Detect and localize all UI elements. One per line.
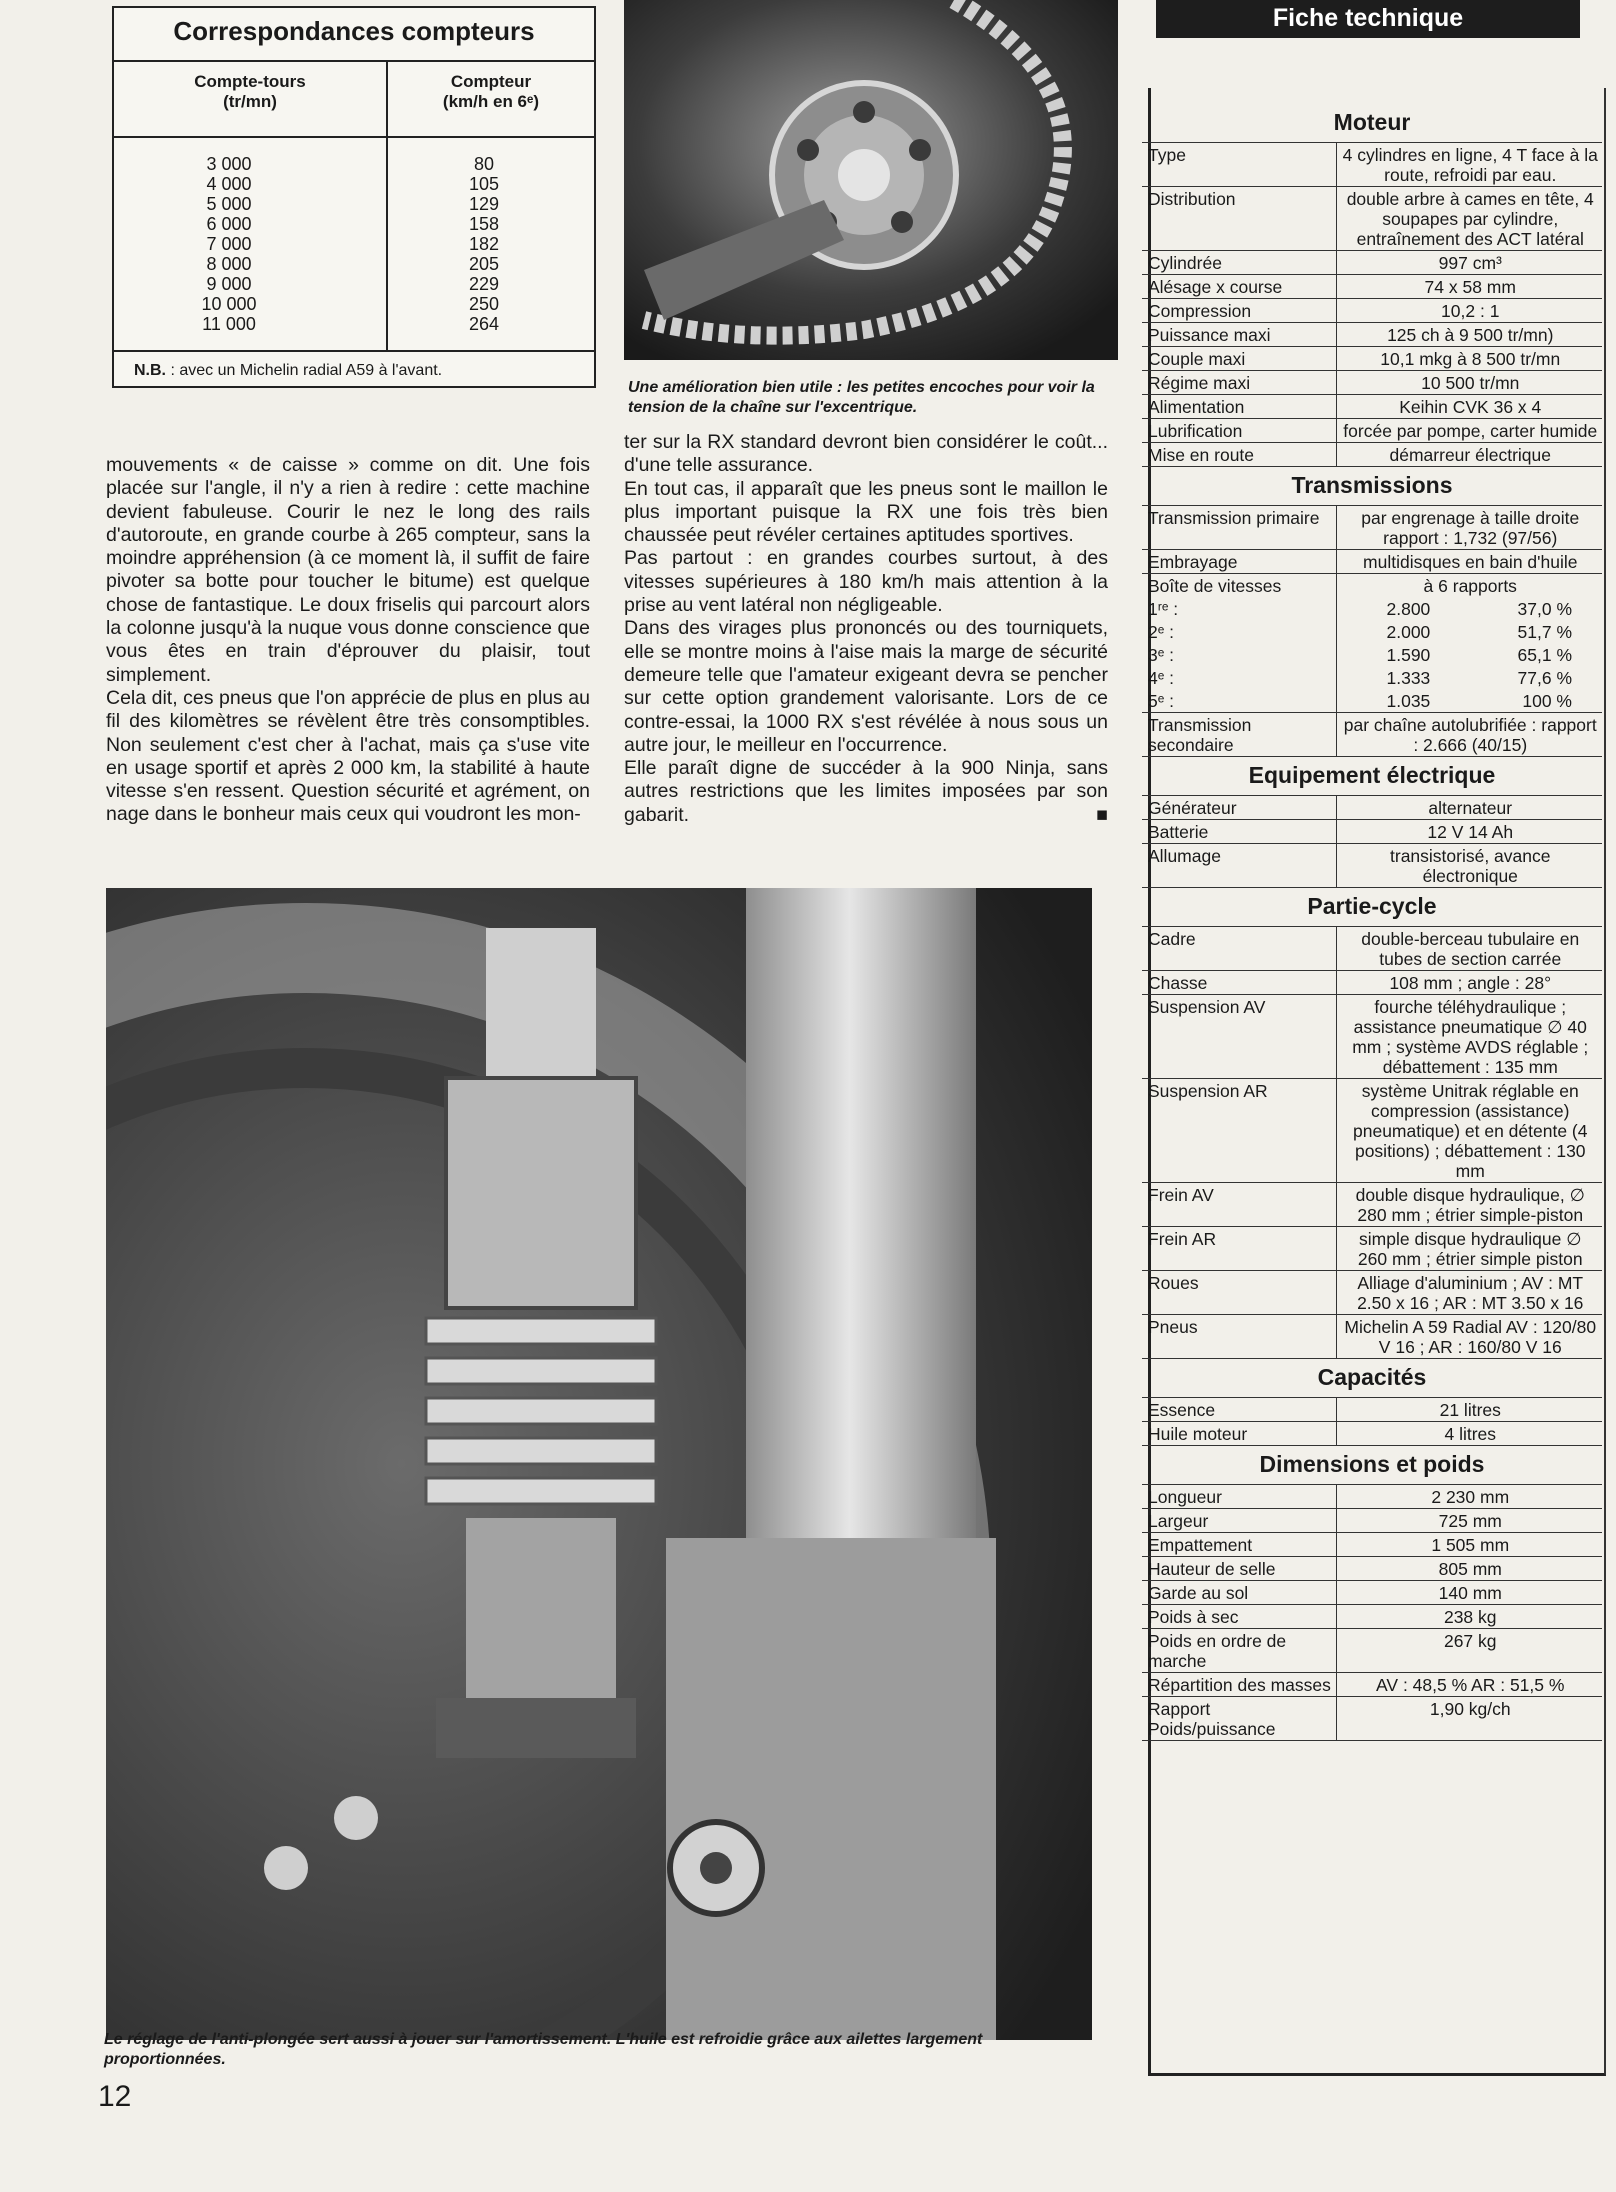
rpm-value: 11 000 xyxy=(202,314,256,334)
spec-row xyxy=(1142,347,1602,371)
spec-label: Distribution xyxy=(1142,187,1336,251)
spec-row xyxy=(1142,971,1602,995)
spec-value: 4 cylindres en ligne, 4 T face à la route, refroidi par eau. xyxy=(1336,143,1602,187)
gear-label: 1ʳᵉ : xyxy=(1148,599,1179,619)
spec-label: Puissance maxi xyxy=(1142,323,1336,347)
spec-label: Répartition des masses xyxy=(1142,1673,1336,1697)
spec-value: 238 kg xyxy=(1336,1605,1602,1629)
spec-label: Longueur xyxy=(1142,1485,1336,1509)
gear-value-pair xyxy=(1343,691,1599,711)
gear-values xyxy=(1336,597,1602,620)
gear-label: 5ᵉ : xyxy=(1148,691,1174,711)
gear-values xyxy=(1336,689,1602,713)
spec-value: système Unitrak réglable en compression (assistance) pneumatique) et en détente (4 positions) ; débattement : 130 mm xyxy=(1336,1079,1602,1183)
spec-label: Alimentation xyxy=(1142,395,1336,419)
spec-value: Alliage d'aluminium ; AV : MT 2.50 x 16 ; AR : MT 3.50 x 16 xyxy=(1336,1271,1602,1315)
gear-value-pair xyxy=(1343,622,1599,642)
speed-value: 264 xyxy=(468,314,500,334)
rpm-column xyxy=(154,154,304,334)
spec-value: alternateur xyxy=(1336,796,1602,820)
spec-label: Cadre xyxy=(1142,927,1336,971)
spec-label: Huile moteur xyxy=(1142,1422,1336,1446)
column-rule xyxy=(386,62,388,352)
section-title-partie-cycle: Partie-cycle xyxy=(1307,893,1437,919)
speed-value: 250 xyxy=(468,294,500,314)
spec-value: 805 mm xyxy=(1336,1557,1602,1581)
gear-row xyxy=(1142,597,1602,620)
paragraph: mouvements « de caisse » comme on dit. Une fois placée sur l'angle, il n'y a rien à redire : cette machine devient fabuleuse. Courir le nez le long des rails d'autoroute, en grande courbe à 265 compteur, sans la moindre appréhension (à ce moment là, il suffit de faire pivoter sa botte pour toucher le bitume) est quelque chose de fantastique. Le doux friselis qui parcourt alors la colonne jusqu'à la nuque vous donne conscience que vous êtes en train d'éprouver du plaisir, tout simplement. xyxy=(106,454,590,686)
rpm-value: 9 000 xyxy=(206,274,252,294)
gear-ratio: 1.333 xyxy=(1386,668,1431,688)
spec-value: 2 230 mm xyxy=(1336,1485,1602,1509)
rpm-value: 8 000 xyxy=(206,254,252,274)
speed-header xyxy=(388,72,594,112)
speed-column xyxy=(414,154,554,334)
article-column-middle xyxy=(624,431,1108,827)
spec-label: Cylindrée xyxy=(1142,251,1336,275)
paragraph: Pas partout : en grandes courbes surtout, à des vitesses supérieures à 180 km/h mais attention à la prise au vent latéral non négligeable. xyxy=(624,547,1108,617)
spec-value: 997 cm³ xyxy=(1336,251,1602,275)
paragraph: ter sur la RX standard devront bien considérer le coût... d'une telle assurance. xyxy=(624,431,1108,477)
spec-row xyxy=(1142,1629,1602,1673)
spec-value: 1,90 kg/ch xyxy=(1336,1697,1602,1741)
section-title-electrique: Equipement électrique xyxy=(1248,762,1496,788)
spec-label: Pneus xyxy=(1142,1315,1336,1359)
gear-values xyxy=(1336,620,1602,643)
spec-value: 1 505 mm xyxy=(1336,1533,1602,1557)
spec-row xyxy=(1142,1673,1602,1697)
spec-row xyxy=(1142,1079,1602,1183)
speed-value: 158 xyxy=(468,214,500,234)
speed-header-line1: Compteur xyxy=(450,72,532,91)
correspondances-note xyxy=(134,362,442,380)
spec-value: double arbre à cames en tête, 4 soupapes par cylindre, entraînement des ACT latéral xyxy=(1336,187,1602,251)
spec-row xyxy=(1142,820,1602,844)
section-title-capacites: Capacités xyxy=(1317,1364,1427,1390)
spec-label: Roues xyxy=(1142,1271,1336,1315)
spec-value: par chaîne autolubrifiée : rapport : 2.666 (40/15) xyxy=(1336,713,1602,757)
chain-hub-illustration xyxy=(624,0,1118,360)
spec-label: Transmission primaire xyxy=(1142,506,1336,550)
spec-value: Michelin A 59 Radial AV : 120/80 V 16 ; AR : 160/80 V 16 xyxy=(1336,1315,1602,1359)
spec-label: Transmission secondaire xyxy=(1142,713,1336,757)
spec-value: démarreur électrique xyxy=(1336,443,1602,467)
title-rule xyxy=(114,60,594,62)
spec-value: Keihin CVK 36 x 4 xyxy=(1336,395,1602,419)
gear-row xyxy=(1142,620,1602,643)
gear-values xyxy=(1336,666,1602,689)
spec-value: AV : 48,5 % AR : 51,5 % xyxy=(1336,1673,1602,1697)
spec-value: multidisques en bain d'huile xyxy=(1336,550,1602,574)
spec-row xyxy=(1142,1697,1602,1741)
spec-label: Alésage x course xyxy=(1142,275,1336,299)
spec-label: Générateur xyxy=(1142,796,1336,820)
spec-label: Poids à sec xyxy=(1142,1605,1336,1629)
spec-label: Frein AV xyxy=(1142,1183,1336,1227)
spec-label: Compression xyxy=(1142,299,1336,323)
spec-row xyxy=(1142,299,1602,323)
spec-row xyxy=(1142,371,1602,395)
spec-label: Type xyxy=(1142,143,1336,187)
gear-percent: 37,0 % xyxy=(1517,599,1572,619)
spec-row xyxy=(1142,419,1602,443)
spec-label: Empattement xyxy=(1142,1533,1336,1557)
header-rule xyxy=(114,136,594,138)
gear-label: 2ᵉ : xyxy=(1148,622,1174,642)
photo-front-fork xyxy=(106,888,1092,2040)
paragraph xyxy=(624,757,1108,827)
end-mark: ■ xyxy=(1096,803,1108,826)
gear-values xyxy=(1336,643,1602,666)
paragraph-text: Elle paraît digne de succéder à la 900 Ninja, sans autres restrictions que les limites imposées par son gabarit. xyxy=(624,757,1108,826)
section-title-transmissions: Transmissions xyxy=(1291,472,1453,498)
spec-value: 10,2 : 1 xyxy=(1336,299,1602,323)
gear-value-pair xyxy=(1343,668,1599,688)
spec-label: Frein AR xyxy=(1142,1227,1336,1271)
spec-row xyxy=(1142,1398,1602,1422)
spec-value: 725 mm xyxy=(1336,1509,1602,1533)
spec-label: Largeur xyxy=(1142,1509,1336,1533)
spec-row xyxy=(1142,995,1602,1079)
spec-row xyxy=(1142,395,1602,419)
gear-ratio: 1.590 xyxy=(1386,645,1431,665)
spec-row xyxy=(1142,506,1602,550)
spec-row xyxy=(1142,844,1602,888)
section-title-dimensions: Dimensions et poids xyxy=(1259,1451,1485,1477)
gear-percent: 65,1 % xyxy=(1517,645,1572,665)
article-column-left xyxy=(106,454,590,827)
gear-row xyxy=(1142,689,1602,713)
spec-label: Chasse xyxy=(1142,971,1336,995)
rpm-value: 6 000 xyxy=(206,214,252,234)
speed-value: 229 xyxy=(468,274,500,294)
paragraph: Dans des virages plus prononcés ou des tourniquets, elle se montre moins à l'aise mais la marge de sécurité demeure telle que l'amateur exigeant devra se pencher sur cette option grandement valorisante. Lors de ce contre-essai, la 1000 RX s'est révélée à nous sous un autre jour, le meilleur en l'occurrence. xyxy=(624,617,1108,756)
note-text: : avec un Michelin radial A59 à l'avant. xyxy=(166,362,443,379)
speed-value: 182 xyxy=(468,234,500,254)
spec-value: 74 x 58 mm xyxy=(1336,275,1602,299)
spec-value: transistorisé, avance électronique xyxy=(1336,844,1602,888)
spec-row xyxy=(1142,1422,1602,1446)
spec-row xyxy=(1142,550,1602,574)
spec-label: Suspension AV xyxy=(1142,995,1336,1079)
paragraph: Cela dit, ces pneus que l'on apprécie de plus en plus au fil des kilomètres se révèlent être très consomptibles. Non seulement c'est cher à l'achat, mais ça s'use vite en usage sportif et après 2 000 km, la stabilité à haute vitesse s'en ressent. Question sécurité et agrément, on nage dans le bonheur mais ceux qui voudront les mon- xyxy=(106,686,590,826)
spec-row xyxy=(1142,713,1602,757)
spec-label: Boîte de vitesses xyxy=(1142,574,1336,598)
correspondances-title: Correspondances compteurs xyxy=(173,16,535,46)
spec-label: Régime maxi xyxy=(1142,371,1336,395)
spec-value: 10,1 mkg à 8 500 tr/mn xyxy=(1336,347,1602,371)
rpm-header-line2: (tr/mn) xyxy=(223,92,277,111)
spec-row xyxy=(1142,1605,1602,1629)
spec-row xyxy=(1142,251,1602,275)
rpm-header-line1: Compte-tours xyxy=(194,72,306,91)
spec-value: 12 V 14 Ah xyxy=(1336,820,1602,844)
paragraph: En tout cas, il apparaît que les pneus sont le maillon le plus important puisque la RX une fois très bien chaussée peut révéler certaines aptitudes sportives. xyxy=(624,477,1108,547)
speed-value: 205 xyxy=(468,254,500,274)
gear-ratio: 1.035 xyxy=(1386,691,1431,711)
spec-label: Suspension AR xyxy=(1142,1079,1336,1183)
speed-value: 105 xyxy=(468,174,500,194)
gear-row xyxy=(1142,666,1602,689)
caption-chain-hub: Une amélioration bien utile : les petites encoches pour voir la tension de la chaîne sur l'excentrique. xyxy=(628,379,1095,416)
spec-label: Essence xyxy=(1142,1398,1336,1422)
rpm-value: 7 000 xyxy=(206,234,252,254)
spec-label: Batterie xyxy=(1142,820,1336,844)
spec-label: Mise en route xyxy=(1142,443,1336,467)
spec-table-dimensions xyxy=(1142,1484,1602,1741)
fiche-technique xyxy=(1142,104,1602,1741)
correspondances-box xyxy=(112,6,596,388)
spec-value: forcée par pompe, carter humide xyxy=(1336,419,1602,443)
gear-value-pair xyxy=(1343,645,1599,665)
photo-chain-hub xyxy=(624,0,1118,360)
spec-value: par engrenage à taille droite rapport : 1,732 (97/56) xyxy=(1336,506,1602,550)
speed-value: 129 xyxy=(468,194,500,214)
spec-value: simple disque hydraulique ∅ 260 mm ; étrier simple piston xyxy=(1336,1227,1602,1271)
spec-table-capacites xyxy=(1142,1397,1602,1446)
spec-label: Garde au sol xyxy=(1142,1581,1336,1605)
spec-value: 4 litres xyxy=(1336,1422,1602,1446)
spec-row xyxy=(1142,1485,1602,1509)
spec-row xyxy=(1142,1533,1602,1557)
spec-label: Couple maxi xyxy=(1142,347,1336,371)
front-fork-illustration xyxy=(106,888,1092,2040)
rpm-value: 3 000 xyxy=(206,154,252,174)
spec-row xyxy=(1142,1557,1602,1581)
rpm-value: 5 000 xyxy=(206,194,252,214)
gear-row xyxy=(1142,643,1602,666)
spec-value: 10 500 tr/mn xyxy=(1336,371,1602,395)
spec-label: Rapport Poids/puissance xyxy=(1142,1697,1336,1741)
spec-value: fourche téléhydraulique ; assistance pneumatique ∅ 40 mm ; système AVDS réglable ; débattement : 135 mm xyxy=(1336,995,1602,1079)
spec-value: 140 mm xyxy=(1336,1581,1602,1605)
spec-value: 21 litres xyxy=(1336,1398,1602,1422)
gear-percent: 77,6 % xyxy=(1517,668,1572,688)
speed-header-line2: (km/h en 6ᵉ) xyxy=(442,92,540,111)
gear-label: 3ᵉ : xyxy=(1148,645,1174,665)
section-title-moteur: Moteur xyxy=(1333,109,1411,135)
spec-row xyxy=(1142,187,1602,251)
speed-value: 80 xyxy=(473,154,495,174)
gear-percent: 51,7 % xyxy=(1517,622,1572,642)
gear-ratio: 2.000 xyxy=(1386,622,1431,642)
spec-value: 108 mm ; angle : 28° xyxy=(1336,971,1602,995)
gear-label: 4ᵉ : xyxy=(1148,668,1174,688)
spec-row xyxy=(1142,574,1602,598)
spec-value: à 6 rapports xyxy=(1336,574,1602,598)
spec-table-partie-cycle xyxy=(1142,926,1602,1359)
spec-label: Hauteur de selle xyxy=(1142,1557,1336,1581)
spec-table-electrique xyxy=(1142,795,1602,888)
spec-row xyxy=(1142,1581,1602,1605)
spec-value: double disque hydraulique, ∅ 280 mm ; étrier simple-piston xyxy=(1336,1183,1602,1227)
spec-row xyxy=(1142,1271,1602,1315)
spec-value: double-berceau tubulaire en tubes de section carrée xyxy=(1336,927,1602,971)
caption-front-fork: Le réglage de l'anti-plongée sert aussi à jouer sur l'amortissement. L'huile est refroidie grâce aux ailettes largement proportionnées. xyxy=(104,2031,983,2068)
note-label: N.B. xyxy=(134,362,166,379)
spec-row xyxy=(1142,1227,1602,1271)
spec-value: 267 kg xyxy=(1336,1629,1602,1673)
spec-row xyxy=(1142,323,1602,347)
spec-row xyxy=(1142,275,1602,299)
spec-label: Allumage xyxy=(1142,844,1336,888)
spec-value: 125 ch à 9 500 tr/mn) xyxy=(1336,323,1602,347)
spec-row xyxy=(1142,927,1602,971)
spec-label: Poids en ordre de marche xyxy=(1142,1629,1336,1673)
spec-row xyxy=(1142,1183,1602,1227)
fiche-technique-banner: Fiche technique xyxy=(1156,0,1580,38)
note-rule xyxy=(114,350,594,352)
rpm-header xyxy=(114,72,386,112)
rpm-value: 4 000 xyxy=(206,174,252,194)
spec-table-transmissions xyxy=(1142,505,1602,757)
spec-label: Embrayage xyxy=(1142,550,1336,574)
spec-label: Lubrification xyxy=(1142,419,1336,443)
spec-row xyxy=(1142,796,1602,820)
gear-percent: 100 % xyxy=(1522,691,1572,711)
page-number: 12 xyxy=(98,2080,132,2113)
spec-row xyxy=(1142,1509,1602,1533)
rpm-value: 10 000 xyxy=(201,294,257,314)
spec-row xyxy=(1142,1315,1602,1359)
spec-row xyxy=(1142,143,1602,187)
spec-table-moteur xyxy=(1142,142,1602,467)
gear-ratio: 2.800 xyxy=(1386,599,1431,619)
spec-row xyxy=(1142,443,1602,467)
gear-value-pair xyxy=(1343,599,1599,619)
